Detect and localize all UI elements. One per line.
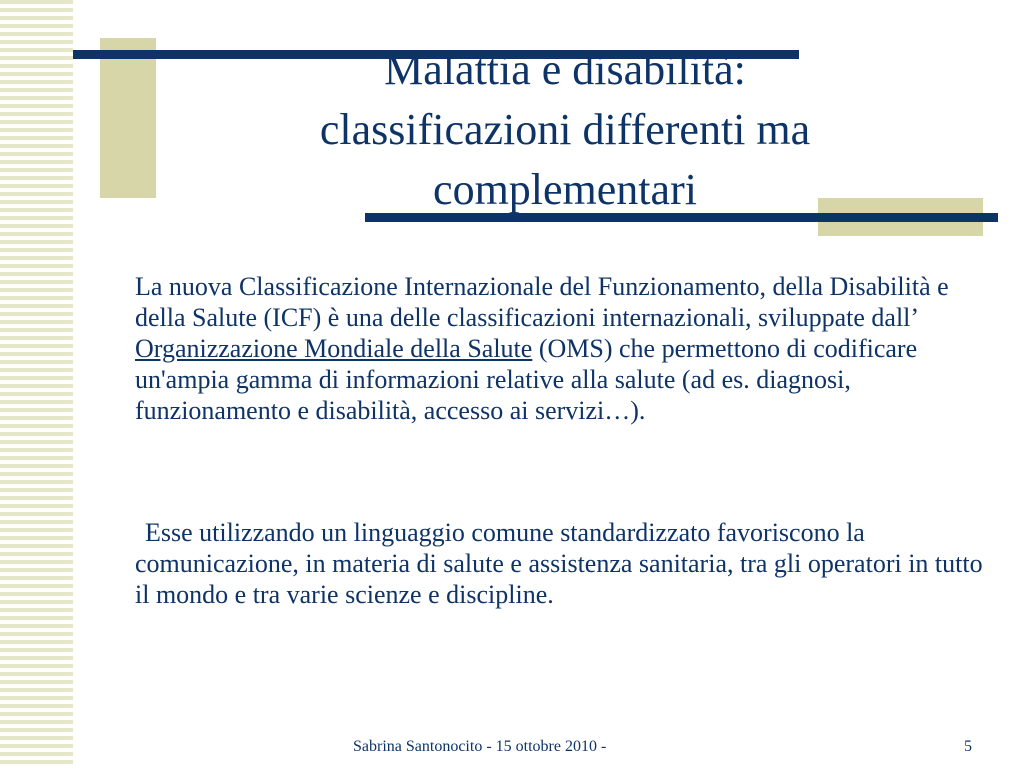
page-number: 5 — [964, 738, 972, 755]
left-stripe-decoration — [0, 0, 73, 768]
tan-accent-block-left — [100, 38, 156, 198]
paragraph-icf-text-after-link: (OMS) che permettono di codificare un'ampia gamma di informazioni relative alla salute (ad es. diagnosi, funzionamento e disabilità, accesso ai servizi…). — [135, 334, 918, 425]
oms-link[interactable]: Organizzazione Mondiale della Salute — [135, 334, 533, 363]
paragraph-language-text: Esse utilizzando un linguaggio comune standardizzato favoriscono la comunicazione, in materia di salute e assistenza sanitaria, tra gli operatori in tutto il mondo e tra varie scienze e discipline. — [135, 518, 983, 609]
title-line-1: Malattia e disabilità: — [384, 45, 746, 94]
paragraph-icf — [135, 271, 985, 426]
paragraph-icf-text-before-link: La nuova Classificazione Internazionale del Funzionamento, della Disabilità e della Salute (ICF) è una delle classificazioni internazionali, sviluppate dall’ — [135, 272, 949, 332]
footer-text: Sabrina Santonocito - 15 ottobre 2010 - — [353, 738, 607, 755]
slide-title — [200, 40, 930, 220]
paragraph-language — [135, 517, 985, 610]
title-line-3: complementari — [433, 165, 697, 214]
title-line-2: classificazioni differenti ma — [319, 105, 811, 154]
